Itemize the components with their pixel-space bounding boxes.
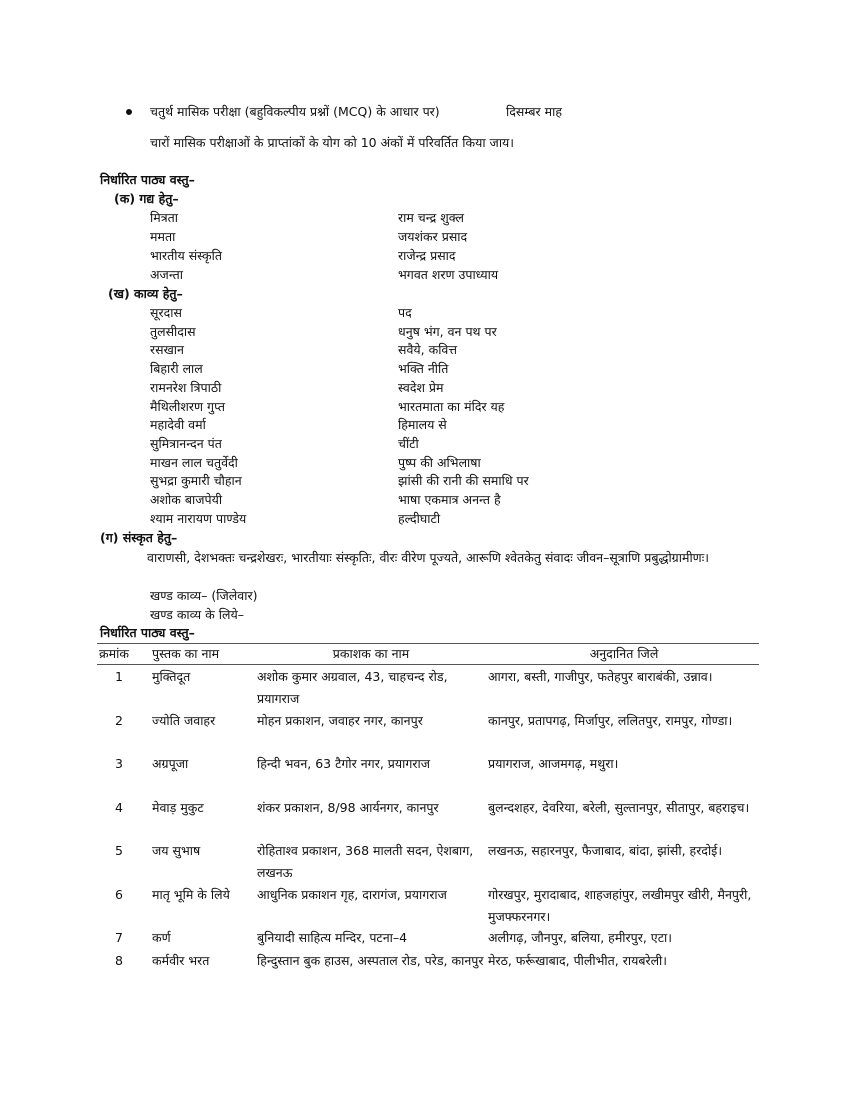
- row-publisher: अशोक कुमार अग्रवाल, 43, चाहचन्द रोड, प्रयागराज: [257, 669, 448, 706]
- poem-title: हिमालय से: [398, 417, 447, 433]
- poet-name: सुमित्रानन्दन पंत: [150, 435, 222, 451]
- prose-author: भगवत शरण उपाध्याय: [398, 267, 499, 282]
- header-book-name: पुस्तक का नाम: [152, 646, 220, 661]
- poet-name: अशोक बाजपेयी: [150, 492, 223, 507]
- prose-title: मित्रता: [150, 210, 178, 225]
- prose-author: जयशंकर प्रसाद: [398, 229, 468, 244]
- prose-heading: (क) गद्य हेतु–: [114, 191, 179, 206]
- poem-title: धनुष भंग, वन पथ पर: [398, 323, 497, 339]
- prose-title: ममता: [150, 229, 176, 244]
- row-publisher: बुनियादी साहित्य मन्दिर, पटना–4: [257, 930, 408, 945]
- row-publisher: रोहिताश्व प्रकाशन, 368 मालती सदन, ऐशबाग, लखनऊ: [257, 843, 474, 880]
- khand-kavya-for: खण्ड काव्य के लिये–: [150, 607, 244, 622]
- row-book-name: कर्ण: [152, 930, 171, 945]
- table-heading: निर्धारित पाठ्य वस्तु–: [100, 625, 195, 640]
- prose-author: राम चन्द्र शुक्ल: [398, 210, 464, 225]
- row-serial-number: 2: [115, 713, 123, 728]
- poet-name: मैथिलीशरण गुप्त: [150, 398, 226, 414]
- poem-title: हल्दीघाटी: [398, 510, 441, 526]
- monthly-exam-month: दिसम्बर माह: [506, 104, 562, 119]
- header-serial-number: क्रमांक: [99, 646, 129, 661]
- row-districts: अलीगढ़, जौनपुर, बलिया, हमीरपुर, एटा।: [488, 930, 672, 945]
- row-serial-number: 7: [115, 930, 123, 945]
- poem-title: झांसी की रानी की समाधि पर: [398, 473, 529, 489]
- poem-title: सवैये, कवित्त: [398, 342, 458, 358]
- poet-name: तुलसीदास: [150, 323, 196, 339]
- poet-name: सूरदास: [150, 305, 182, 320]
- sanskrit-text: वाराणसी, देशभक्तः चन्द्रशेखरः, भारतीयाः संस्कृतिः, वीरः वीरेण पूज्यते, आरूणि श्वेतकेतु संवादः जीवन–सूत्राणि प्रबुद्धोग्रामीणः।: [147, 550, 709, 565]
- row-serial-number: 8: [115, 953, 123, 968]
- row-publisher: हिन्दुस्तान बुक हाउस, अस्पताल रोड, परेड, कानपुर: [257, 953, 484, 968]
- poem-title: स्वदेश प्रेम: [398, 379, 444, 395]
- prose-title: अजन्ता: [150, 267, 184, 282]
- row-book-name: मुक्तिदूत: [152, 669, 191, 684]
- poem-title: भारतमाता का मंदिर यह: [398, 398, 505, 414]
- poet-name: श्याम नारायण पाण्डेय: [150, 510, 247, 526]
- row-book-name: मातृ भूमि के लिये: [152, 887, 230, 902]
- poet-name: रामनरेश त्रिपाठी: [150, 379, 222, 395]
- poet-name: सुभद्रा कुमारी चौहान: [150, 473, 242, 489]
- syllabus-heading: निर्धारित पाठ्य वस्तु–: [100, 172, 195, 187]
- sanskrit-heading: (ग) संस्कृत हेतु–: [100, 530, 178, 545]
- row-serial-number: 3: [115, 756, 123, 771]
- prose-title: भारतीय संस्कृति: [150, 248, 222, 263]
- row-book-name: ज्योति जवाहर: [152, 713, 216, 728]
- poem-title: भक्ति नीति: [398, 361, 449, 377]
- conversion-note: चारों मासिक परीक्षाओं के प्राप्तांकों के योग को 10 अंकों में परिवर्तित किया जाय।: [150, 135, 515, 150]
- poetry-heading: (ख) काव्य हेतु–: [108, 286, 183, 301]
- row-publisher: आधुनिक प्रकाशन गृह, दारागंज, प्रयागराज: [257, 887, 447, 902]
- poem-title: पुष्प की अभिलाषा: [398, 454, 481, 470]
- poet-name: महादेवी वर्मा: [150, 417, 206, 433]
- row-serial-number: 4: [115, 800, 123, 815]
- row-book-name: जय सुभाष: [152, 843, 201, 858]
- row-publisher: मोहन प्रकाशन, जवाहर नगर, कानपुर: [257, 713, 423, 728]
- row-districts: आगरा, बस्ती, गाजीपुर, फतेहपुर बाराबंकी, उन्नाव।: [488, 669, 713, 684]
- poet-name: माखन लाल चतुर्वेदी: [150, 454, 238, 470]
- row-districts: गोरखपुर, मुरादाबाद, शाहजहांपुर, लखीमपुर खीरी, मैनपुरी, मुजफ्फरनगर।: [488, 887, 752, 924]
- row-serial-number: 1: [115, 669, 123, 684]
- header-districts: अनुदानित जिले: [589, 646, 659, 661]
- row-publisher: हिन्दी भवन, 63 टैगोर नगर, प्रयागराज: [257, 756, 431, 771]
- bullet-dot: [126, 109, 132, 115]
- poet-name: बिहारी लाल: [150, 361, 203, 377]
- poem-title: पद: [398, 305, 412, 320]
- khand-kavya-districtwise: खण्ड काव्य– (जिलेवार): [150, 588, 258, 603]
- row-districts: बुलन्दशहर, देवरिया, बरेली, सुल्तानपुर, सीतापुर, बहराइच।: [488, 800, 750, 815]
- row-book-name: अग्रपूजा: [152, 756, 189, 771]
- poet-name: रसखान: [150, 342, 184, 358]
- header-publisher-name: प्रकाशक का नाम: [332, 646, 410, 661]
- poem-title: चींटी: [398, 435, 419, 451]
- row-districts: प्रयागराज, आजमगढ़, मथुरा।: [488, 756, 619, 771]
- table-header-rule: [97, 664, 759, 665]
- row-book-name: कर्मवीर भरत: [152, 953, 210, 968]
- monthly-exam-line: चतुर्थ मासिक परीक्षा (बहुविकल्पीय प्रश्नों (MCQ) के आधार पर): [150, 104, 440, 119]
- row-districts: मेरठ, फर्रूखाबाद, पीलीभीत, रायबरेली।: [488, 953, 668, 968]
- row-book-name: मेवाड़ मुकुट: [152, 800, 204, 815]
- prose-author: राजेन्द्र प्रसाद: [398, 248, 456, 263]
- row-serial-number: 5: [115, 843, 123, 858]
- row-districts: कानपुर, प्रतापगढ़, मिर्जापुर, ललितपुर, रामपुर, गोण्डा।: [488, 713, 733, 728]
- row-districts: लखनऊ, सहारनपुर, फैजाबाद, बांदा, झांसी, हरदोई।: [488, 843, 723, 858]
- row-publisher: शंकर प्रकाशन, 8/98 आर्यनगर, कानपुर: [257, 800, 439, 815]
- poem-title: भाषा एकमात्र अनन्त है: [398, 492, 501, 507]
- row-serial-number: 6: [115, 887, 123, 902]
